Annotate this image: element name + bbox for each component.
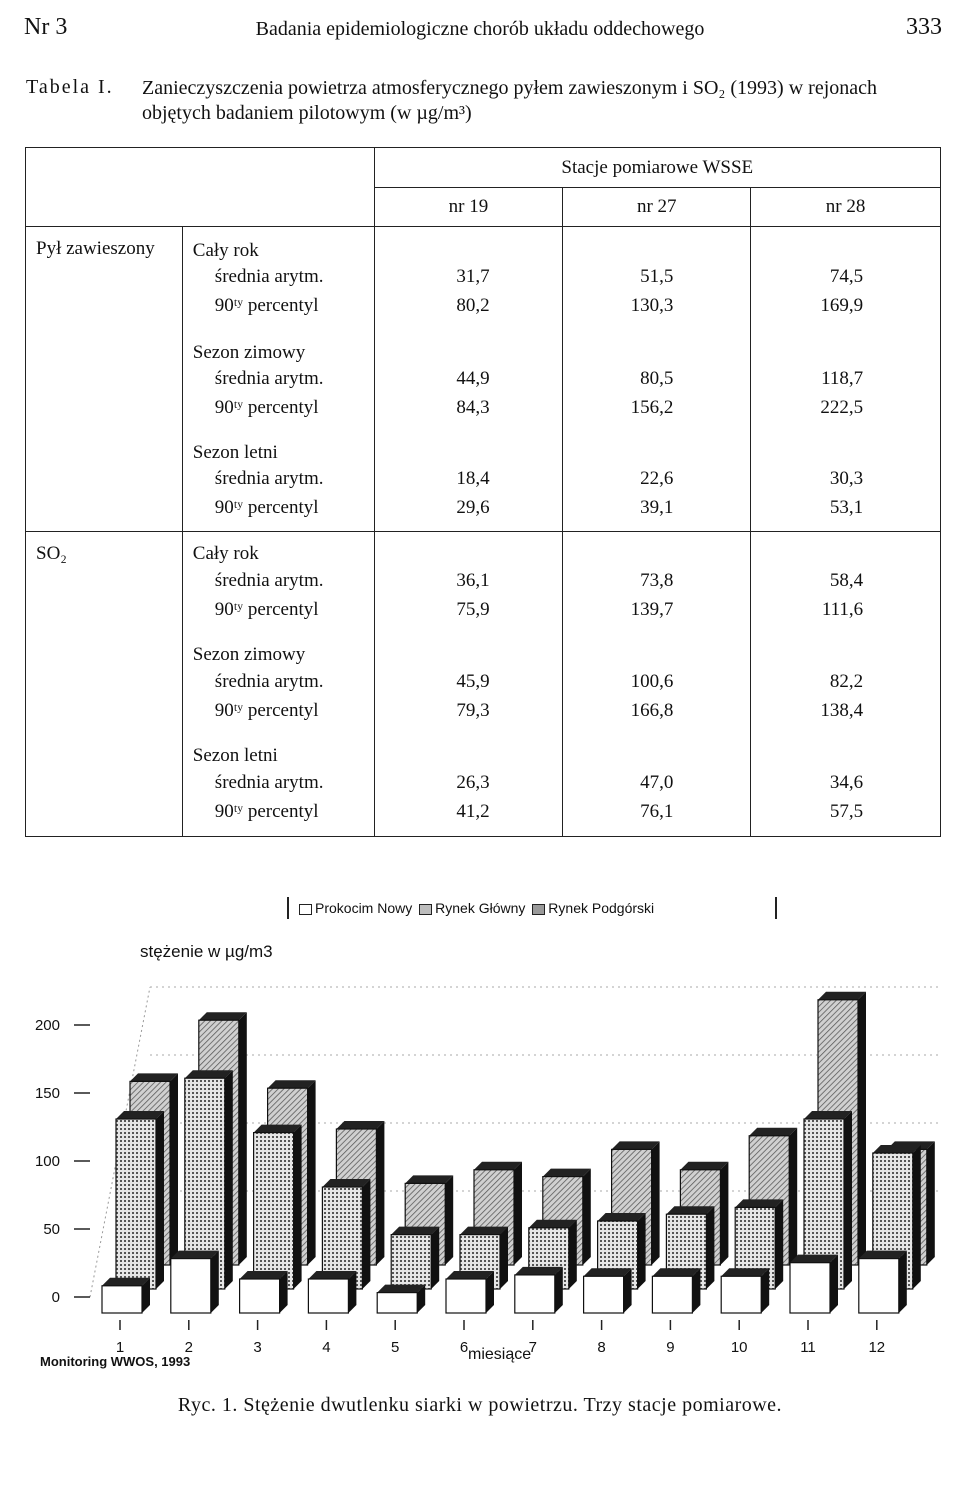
- column-header-nr19: nr 19: [374, 188, 563, 227]
- pollutant-label: Pył zawieszony: [36, 238, 155, 259]
- bar-top: [859, 1251, 907, 1259]
- bar-prokocim-month-12: [859, 1251, 907, 1313]
- table-cell: 45,9: [456, 671, 490, 692]
- table-cell: 118,7: [821, 368, 864, 389]
- chart-source: Monitoring WWOS, 1993: [40, 1354, 191, 1369]
- section-so2: [26, 532, 941, 837]
- bar-side: [294, 1125, 302, 1289]
- pollutant-cell: [26, 227, 183, 532]
- x-tick-label: 6: [459, 1339, 469, 1356]
- bar-prokocim-month-5: [377, 1285, 425, 1313]
- values-nr28: [751, 532, 941, 837]
- table-cell: 18,4: [456, 468, 490, 489]
- table-cell: 44,9: [456, 368, 490, 389]
- bar-top: [474, 1162, 522, 1170]
- bar-front: [116, 1119, 156, 1289]
- bar-prokocim-month-6: [446, 1271, 494, 1313]
- bar-side: [156, 1111, 164, 1289]
- running-title: Badania epidemiologiczne chorób układu oddechowego: [255, 18, 705, 40]
- table-caption-text: Zanieczyszczenia powietrza atmosferycznego pyłem zawieszonym i SO₂ (1993) w rejonach objętych badaniem pilotowym (w µg/m³): [142, 77, 877, 124]
- row-label: średnia arytm.: [214, 671, 324, 692]
- table-cell: 47,0: [640, 772, 674, 793]
- bar-side: [789, 1128, 797, 1265]
- bar-side: [569, 1220, 577, 1289]
- table-cell: 36,1: [456, 570, 490, 591]
- row-labels-cell: [182, 227, 374, 532]
- table-cell: 29,6: [456, 497, 490, 518]
- row-label: 90ᵗʸ percentyl: [214, 397, 319, 418]
- column-header-nr28: nr 28: [751, 188, 941, 227]
- row-label: średnia arytm.: [214, 468, 324, 489]
- table-cell: 80,5: [640, 368, 674, 389]
- table-cell: 82,2: [829, 671, 864, 692]
- table-cell: 80,2: [456, 295, 490, 316]
- bar-prokocim-month-10: [721, 1268, 769, 1313]
- bar-side: [706, 1206, 714, 1289]
- x-tick-label: 9: [666, 1339, 675, 1356]
- bar-side: [170, 1073, 178, 1265]
- row-label: średnia arytm.: [214, 368, 324, 389]
- bar-rynek-glowny-month-5: [391, 1227, 439, 1289]
- issue-number: Nr 3: [24, 14, 68, 40]
- bar-side: [844, 1111, 852, 1289]
- table-cell: 139,7: [630, 599, 674, 620]
- bar-top: [652, 1268, 700, 1276]
- bar-top: [102, 1278, 150, 1286]
- bar-front: [515, 1275, 555, 1313]
- x-tick-label: 4: [322, 1339, 331, 1356]
- y-tick-label: 0: [51, 1289, 60, 1306]
- bar-side: [362, 1179, 370, 1289]
- column-header-nr27: nr 27: [563, 188, 751, 227]
- x-tick-label: 3: [253, 1339, 262, 1356]
- bar-side: [376, 1121, 384, 1265]
- section-dust: [26, 227, 941, 532]
- bar-side: [500, 1227, 508, 1289]
- x-axis-label: miesiące: [468, 1346, 532, 1363]
- x-tick-label: 8: [597, 1339, 606, 1356]
- legend-label: Rynek Podgórski: [548, 900, 655, 916]
- bar-side: [913, 1145, 921, 1289]
- bar-top: [322, 1179, 370, 1187]
- figure-caption: Ryc. 1. Stężenie dwutlenku siarki w powietrzu. Trzy stacje pomiarowe.: [177, 1394, 783, 1416]
- bar-prokocim-month-4: [308, 1271, 356, 1313]
- bar-side: [239, 1012, 247, 1265]
- bar-top: [308, 1271, 356, 1279]
- x-tick-label: 5: [391, 1339, 400, 1356]
- bar-prokocim-month-1: [102, 1278, 150, 1313]
- table-cell: 84,3: [456, 397, 490, 418]
- table-cell: 79,3: [456, 700, 490, 721]
- bar-prokocim-month-7: [515, 1267, 563, 1313]
- row-label: średnia arytm.: [214, 570, 324, 591]
- bar-top: [130, 1073, 178, 1081]
- row-labels-cell: [182, 532, 374, 837]
- bar-top: [529, 1220, 577, 1228]
- bar-front: [721, 1276, 761, 1313]
- bar-top: [680, 1162, 728, 1170]
- table-cell: 57,5: [829, 801, 864, 822]
- bar-side: [830, 1255, 838, 1313]
- bar-side: [211, 1251, 219, 1313]
- bar-front: [859, 1259, 899, 1313]
- pollutant-cell: [26, 532, 183, 837]
- bar-top: [666, 1206, 714, 1214]
- table-cell: 26,3: [456, 772, 490, 793]
- row-label: średnia arytm.: [214, 266, 324, 287]
- table-cell: 111,6: [821, 599, 864, 620]
- table-cell: 222,5: [820, 397, 864, 418]
- bar-top: [515, 1267, 563, 1275]
- bar-top: [185, 1070, 233, 1078]
- bar-top: [612, 1141, 660, 1149]
- table-cell: 30,3: [829, 468, 864, 489]
- bar-side: [431, 1227, 439, 1289]
- bar-front: [584, 1276, 624, 1313]
- bar-top: [721, 1268, 769, 1276]
- bar-top: [460, 1227, 508, 1235]
- bar-side: [555, 1267, 563, 1313]
- table-cell: 34,6: [829, 772, 864, 793]
- bar-top: [873, 1145, 921, 1153]
- bar-top: [240, 1271, 288, 1279]
- bar-front: [652, 1276, 692, 1313]
- bar-side: [225, 1070, 233, 1289]
- bar-front: [308, 1279, 348, 1313]
- x-tick-label: 2: [184, 1339, 193, 1356]
- table-cell: 51,5: [640, 266, 674, 287]
- table-cell: 130,3: [630, 295, 674, 316]
- so2-bar-chart: [0, 880, 960, 1400]
- row-label: średnia arytm.: [214, 772, 324, 793]
- table-cell: 138,4: [820, 700, 864, 721]
- bar-top: [116, 1111, 164, 1119]
- period-label: Cały rok: [192, 240, 259, 261]
- bar-top: [790, 1255, 838, 1263]
- bar-side: [445, 1175, 453, 1265]
- bar-top: [405, 1175, 453, 1183]
- bar-top: [171, 1251, 219, 1259]
- table-cell: 74,5: [829, 266, 864, 287]
- pollutant-label: SO₂: [36, 543, 67, 564]
- table-cell: 169,9: [820, 295, 864, 316]
- bar-prokocim-month-3: [240, 1271, 288, 1313]
- bar-side: [775, 1199, 783, 1289]
- values-nr27: [563, 227, 751, 532]
- bar-front: [102, 1286, 142, 1313]
- bar-side: [927, 1141, 935, 1265]
- table-cell: 39,1: [640, 497, 674, 518]
- y-tick-label: 150: [34, 1085, 60, 1102]
- table-cell: 100,6: [630, 671, 674, 692]
- bar-prokocim-month-2: [171, 1251, 219, 1313]
- x-tick-label: 10: [730, 1339, 748, 1356]
- table-cell: 75,9: [456, 599, 490, 620]
- table-cell: 58,4: [829, 570, 864, 591]
- table-corner: [26, 148, 375, 227]
- period-label: Cały rok: [192, 543, 259, 564]
- bar-top: [818, 992, 866, 1000]
- bar-side: [720, 1162, 728, 1265]
- table-cell: 73,8: [640, 570, 674, 591]
- period-label: Sezon letni: [192, 745, 278, 766]
- table-cell: 41,2: [456, 801, 490, 822]
- x-tick-label: 1: [115, 1339, 125, 1356]
- legend-label: Prokocim Nowy: [315, 900, 413, 916]
- values-nr28: [751, 227, 941, 532]
- x-tick-label: 7: [528, 1339, 537, 1356]
- table-cell: 76,1: [640, 801, 674, 822]
- stations-header: Stacje pomiarowe WSSE: [374, 148, 940, 188]
- row-label: 90ᵗʸ percentyl: [214, 599, 319, 620]
- bar-top: [336, 1121, 384, 1129]
- bar-prokocim-month-8: [584, 1268, 632, 1313]
- bar-rynek-glowny-month-1: [116, 1111, 164, 1289]
- bar-front: [240, 1279, 280, 1313]
- bar-front: [391, 1235, 431, 1289]
- bar-top: [804, 1111, 852, 1119]
- bar-top: [446, 1271, 494, 1279]
- bar-front: [790, 1263, 830, 1313]
- bar-front: [171, 1259, 211, 1313]
- table-cell: 22,6: [640, 468, 674, 489]
- values-nr27: [563, 532, 751, 837]
- bar-side: [638, 1213, 646, 1289]
- bar-top: [254, 1125, 302, 1133]
- period-label: Sezon letni: [192, 442, 278, 463]
- bar-top: [735, 1199, 783, 1207]
- bar-top: [199, 1012, 247, 1020]
- bar-top: [543, 1169, 591, 1177]
- bar-prokocim-month-9: [652, 1268, 700, 1313]
- y-tick-label: 50: [43, 1221, 60, 1238]
- legend-label: Rynek Główny: [435, 900, 526, 916]
- bar-side: [308, 1080, 316, 1265]
- bar-front: [377, 1293, 417, 1313]
- table-caption-label: Tabela I.: [26, 76, 114, 98]
- bar-side: [899, 1251, 907, 1313]
- values-nr19: [374, 227, 563, 532]
- bar-top: [391, 1227, 439, 1235]
- x-tick-label: 11: [800, 1339, 816, 1356]
- row-label: 90ᵗʸ percentyl: [214, 700, 319, 721]
- bar-top: [268, 1080, 316, 1088]
- table-cell: 31,7: [456, 266, 490, 287]
- table-cell: 53,1: [829, 497, 864, 518]
- table-cell: 156,2: [630, 397, 674, 418]
- x-tick-label: 12: [868, 1339, 886, 1356]
- bar-front: [254, 1133, 294, 1289]
- bar-rynek-glowny-month-3: [254, 1125, 302, 1289]
- bar-side: [583, 1169, 591, 1265]
- bar-front: [446, 1279, 486, 1313]
- period-label: Sezon zimowy: [192, 644, 306, 665]
- values-nr19: [374, 532, 563, 837]
- bar-prokocim-month-11: [790, 1255, 838, 1313]
- row-label: 90ᵗʸ percentyl: [214, 497, 319, 518]
- bar-top: [749, 1128, 797, 1136]
- bar-top: [584, 1268, 632, 1276]
- period-label: Sezon zimowy: [192, 342, 306, 363]
- bar-top: [377, 1285, 425, 1293]
- y-tick-label: 200: [34, 1017, 60, 1034]
- row-label: 90ᵗʸ percentyl: [214, 801, 319, 822]
- bar-side: [652, 1141, 660, 1265]
- bar-side: [858, 992, 866, 1265]
- bar-side: [514, 1162, 522, 1265]
- bar-top: [598, 1213, 646, 1221]
- row-label: 90ᵗʸ percentyl: [214, 295, 319, 316]
- y-axis-label: stężenie w µg/m3: [140, 942, 273, 961]
- table-cell: 166,8: [630, 700, 674, 721]
- page-number: 333: [906, 14, 942, 40]
- pollution-table: [25, 147, 941, 837]
- y-tick-label: 100: [34, 1153, 60, 1170]
